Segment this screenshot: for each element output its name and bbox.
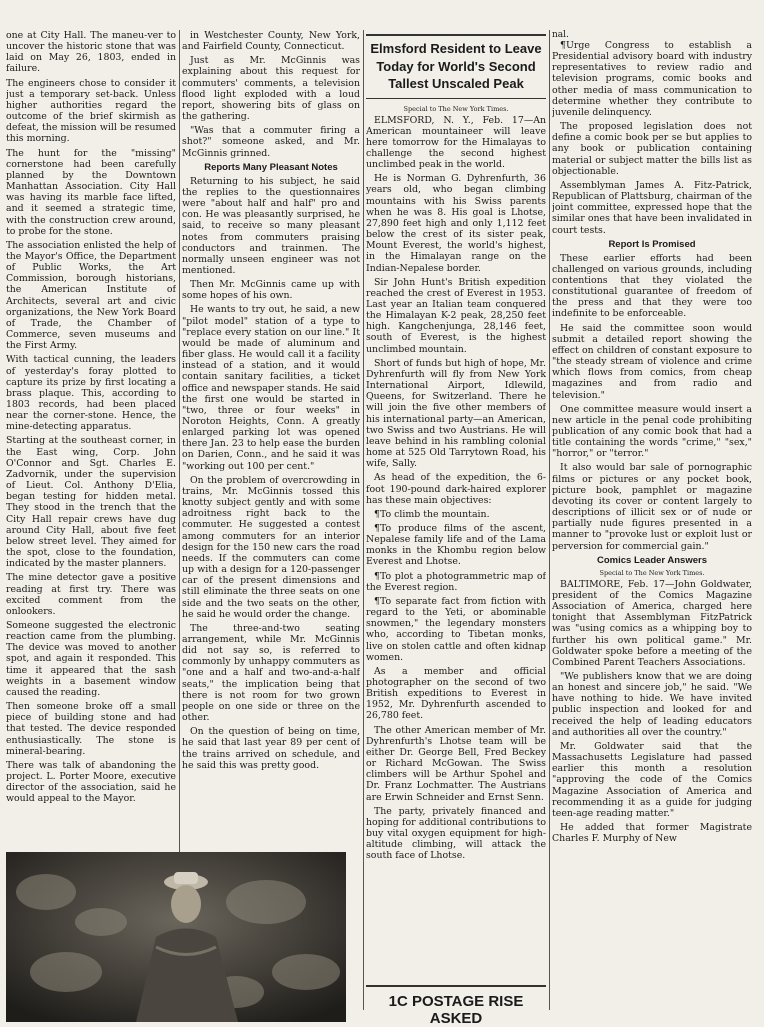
column-rule [549, 30, 550, 1010]
article-paragraph: The hunt for the "missing" cornerstone had been carefully planned by the Downtown Manhattan Association. City Hall was having its marble face lifted, and it seemed a strategic time, with the construction crew around, to probe for the stone. [6, 147, 176, 237]
article-paragraph: The three-and-two seating arrangement, while Mr. McGinnis did not say so, is referred to commonly by unhappy commuters as "one and a half and two-and-a-half seats," the implication being that there is not room for two grown people on one side or three on the other. [182, 622, 360, 724]
article-paragraph: He is Norman G. Dyhrenfurth, 36 years old, who began climbing mountains with his Swiss parents when he was 8. His goal is Lhotse, 27,890 feet high and only 1,112 feet below the crest of its sister peak, Mount Everest, the world's highest, in the Himalayan range on the Indian-Nepalese border. [366, 173, 546, 274]
article-paragraph: Returning to his subject, he said the replies to the questionnaires were "about half and half" pro and con. He was pleasantly surprised, he said, to receive so many pleasant notes from commuters praising conductors and trainmen. The normally unseen engineer was not mentioned. [182, 175, 360, 276]
article-paragraph: With tactical cunning, the leaders of yesterday's foray plotted to capture its prize by first locating a brass plaque. This, according to 1803 records, had been placed near the corner-stone. Hence, the mine-detecting apparatus. [6, 354, 176, 433]
article-paragraph: The mine detector gave a positive reading at first try. There was excited comment from the onlookers. [6, 572, 176, 617]
article-paragraph: ¶To produce films of the ascent, Nepalese family life and of the Lama monks in the Khombu region below Everest and Lhotse. [366, 522, 546, 568]
article-paragraph: ¶To climb the mountain. [374, 508, 490, 520]
article-paragraph: ELMSFORD, N. Y., Feb. 17—An American mountaineer will leave here tomorrow for the Himalayas to challenge the second highest unclimbed peak in the world. [366, 114, 546, 171]
article-paragraph: The engineers chose to consider it just a temporary set-back. Unless higher authorities regard the outcome of the brief skirmish as defeat, the mission will be resumed this morning. [6, 77, 176, 145]
article-paragraph: The party, privately financed and hoping for additional contributions to buy vital oxygen equipment for high-altitude climbing, will attack the south face of Lhotse. [366, 805, 546, 862]
article-paragraph: "We publishers know that we are doing an honest and sincere job," he said. "We have nothing to hide. We have invited public inspection and looked for and received the help of leading educators and authorities all over the country." [552, 670, 752, 738]
article-paragraph: Someone suggested the electronic reaction came from the plumbing. The device was moved to another spot, and again it responded. This time it appeared that the sash weights in a basement window caused the reading. [6, 619, 176, 698]
column-commuter-article [182, 30, 360, 845]
article-paragraph: It also would bar sale of pornographic films or pictures or any pocket book, picture book, pamphlet or magazine devoting its cover or content largely to descriptions of illicit sex or of nude or partially nude figures presented in a manner to "provoke lust or exploit lust or perversion for commercial gain." [552, 462, 752, 552]
article-paragraph: Then Mr. McGinnis came up with some hopes of his own. [182, 279, 360, 302]
article-paragraph: As a member and official photographer on the second of two British expeditions to Everest in 1952, Mr. Dyhrenfurth ascended to 26,780 feet. [366, 665, 546, 722]
article-paragraph: one at City Hall. The maneu-ver to uncover the historic stone that was laid on May 26, 1803, ended in failure. [6, 30, 176, 75]
column-cornerstone [6, 30, 176, 845]
article-paragraph: On the problem of overcrowding in trains, Mr. McGinnis tossed this knotty subject gently and with some adroitness right back to the commuter. He suggested a contest among commuters for an interior design for the 150 new cars the road needs. If the commuters can come up with a design for a 120-passenger car of the present dimensions and still eliminate the three seats on one side and the two seats on the other, he said he would order the change. [182, 474, 360, 620]
subheading: Reports Many Pleasant Notes [204, 161, 338, 173]
article-paragraph: He added that former Magistrate Charles F. Murphy of New [552, 822, 752, 845]
article-paragraph: These earlier efforts had been challenged on various grounds, including contentions that they violated the constitutional guarantee of freedom of the press and that they were too indefinite to be enforceable. [552, 252, 752, 320]
article-paragraph: ¶To separate fact from fiction with regard to the Yeti, or abominable snowmen," the legendary monsters who, according to Tibetan monks, live on stolen cattle and often kidnap women. [366, 595, 546, 663]
article-paragraph: The other American member of Mr. Dyhrenfurth's Lhotse team will be either Dr. George Bell, Fred Beckey or Richard McGowan. The Swiss climbers will be Arthur Spohel and Dr. Franz Lochmatter. The Austrians are Erwin Schneider and Ernst Senn. [366, 724, 546, 803]
article-paragraph: As head of the expedition, the 6-foot 190-pound dark-haired explorer has these main objectives: [366, 472, 546, 506]
article-paragraph: in Westchester County, New York, and Fairfield County, Connecticut. [182, 30, 360, 53]
dateline-credit: Special to The New York Times. [403, 104, 509, 113]
article-paragraph: The association enlisted the help of the Mayor's Office, the Department of Public Works, the Art Commission, borough historians, the American Institute of Architects, several art and civic organizations, the New York Board of Trade, the Chamber of Commerce, seven museums and the First Army. [6, 239, 176, 352]
column-rule [363, 30, 364, 1010]
dateline-credit: Special to The New York Times. [599, 568, 705, 577]
article-paragraph: On the question of being on time, he said that last year 89 per cent of the trains arrived on schedule, and he said this was pretty good. [182, 726, 360, 771]
column-comics-article [552, 30, 752, 1015]
article-paragraph: BALTIMORE, Feb. 17—John Goldwater, president of the Comics Magazine Association of America, charged here tonight that Assemblyman FitzPatrick was "using comics as a whipping boy to further his own political game." Mr. Goldwater spoke before a meeting of the Combined Parent Teachers Associations. [552, 578, 752, 668]
article-paragraph: He wants to try out, he said, a new "pilot model" station of a type to "replace every station on our line." It would be made of aluminum and fiber glass. He would call it a facility instead of a station, and it would contain sanitary facilities, a ticket office and newspaper stands. He said the first one would be started in "two, three or four weeks" in Noroton Heights, Conn. A greatly enlarged parking lot was opened there Jan. 23 to help ease the burden on Darien, Conn., and he said it was "working out 100 per cent." [182, 304, 360, 472]
mountaineer-photo [6, 852, 346, 1022]
article-paragraph: ¶Urge Congress to establish a Presidential advisory board with industry representatives to review radio and television programs, comic books and other media of mass communication to determine whether they contribute to juvenile delinquency. [552, 40, 752, 118]
bottom-headline: 1C POSTAGE RISE ASKED [366, 985, 546, 1027]
text-fragment: nal. [552, 30, 569, 40]
article-headline: Elmsford Resident to Leave Today for World's Second Tallest Unscaled Peak [366, 34, 546, 99]
article-paragraph: There was talk of abandoning the project. L. Porter Moore, executive director of the association, said he would appeal to the Mayor. [6, 759, 176, 805]
article-paragraph: Then someone broke off a small piece of building stone and had that tested. The device responded enthusiastically. The stone is mineral-bearing. [6, 701, 176, 757]
article-paragraph: ¶To plot a photogrammetric map of the Everest region. [366, 570, 546, 593]
article-paragraph: Mr. Goldwater said that the Massachusetts Legislature had passed earlier this month a resolution "approving the code of the Comics Magazine Association of America and recommending it as a guide for judging teen-age reading matter." [552, 740, 752, 819]
article-paragraph: Short of funds but high of hope, Mr. Dyhrenfurth will fly from New York International Airport, Idlewild, Queens, for Switzerland. There he will join the five other members of his international party—an American, two Swiss and two Austrians. He will leave behind in his rambling colonial home at 525 Old Tarrytown Road, his wife, Sally. [366, 357, 546, 470]
article-paragraph: The proposed legislation does not define a comic book per se but applies to any book or publication containing material or subject matter the bills list as objectionable. [552, 121, 752, 177]
article-paragraph: Starting at the southeast corner, in the East wing, Corp. John O'Connor and Sgt. Charles E. Zadvornik, under the supervision of Lieut. Col. Anthony D'Elia, began testing for hidden metal. They stood in the trench that the City Hall repair crews have dug around City Hall, about five feet below street level. They aimed for the spot, close to the foundation, indicated by the master planners. [6, 435, 176, 570]
article-paragraph: Just as Mr. McGinnis was explaining about this request for commuters' comments, a television flood light exploded with a loud report, showering bits of glass on the gathering. [182, 55, 360, 123]
article-paragraph: Assemblyman James A. Fitz-Patrick, Republican of Plattsburg, chairman of the joint committee, expressed hope that the similar ones that have been invalidated in court tests. [552, 179, 752, 236]
column-lhotse-article [366, 30, 546, 980]
subheading: Comics Leader Answers [597, 554, 707, 566]
article-paragraph: "Was that a commuter firing a shot?" someone asked, and Mr. McGinnis grinned. [182, 125, 360, 159]
article-paragraph: He said the committee soon would submit a detailed report showing the effect on children of constant exposure to "the steady stream of violence and crime which flows from comics, from cheap magazines and from radio and television." [552, 322, 752, 401]
article-paragraph: Sir John Hunt's British expedition reached the crest of Everest in 1953. Last year an Italian team conquered the Himalayan K-2 peak, 28,250 feet high. Kangchenjunga, 28,146 feet, south of Everest, is the highest unclimbed mountain. [366, 276, 546, 355]
subheading: Report Is Promised [608, 238, 696, 250]
photo-illustration [6, 852, 346, 1022]
article-paragraph: One committee measure would insert a new article in the penal code prohibiting publication of any comic book that had a title containing the words "crime," "sex," "horror," or "terror." [552, 403, 752, 460]
